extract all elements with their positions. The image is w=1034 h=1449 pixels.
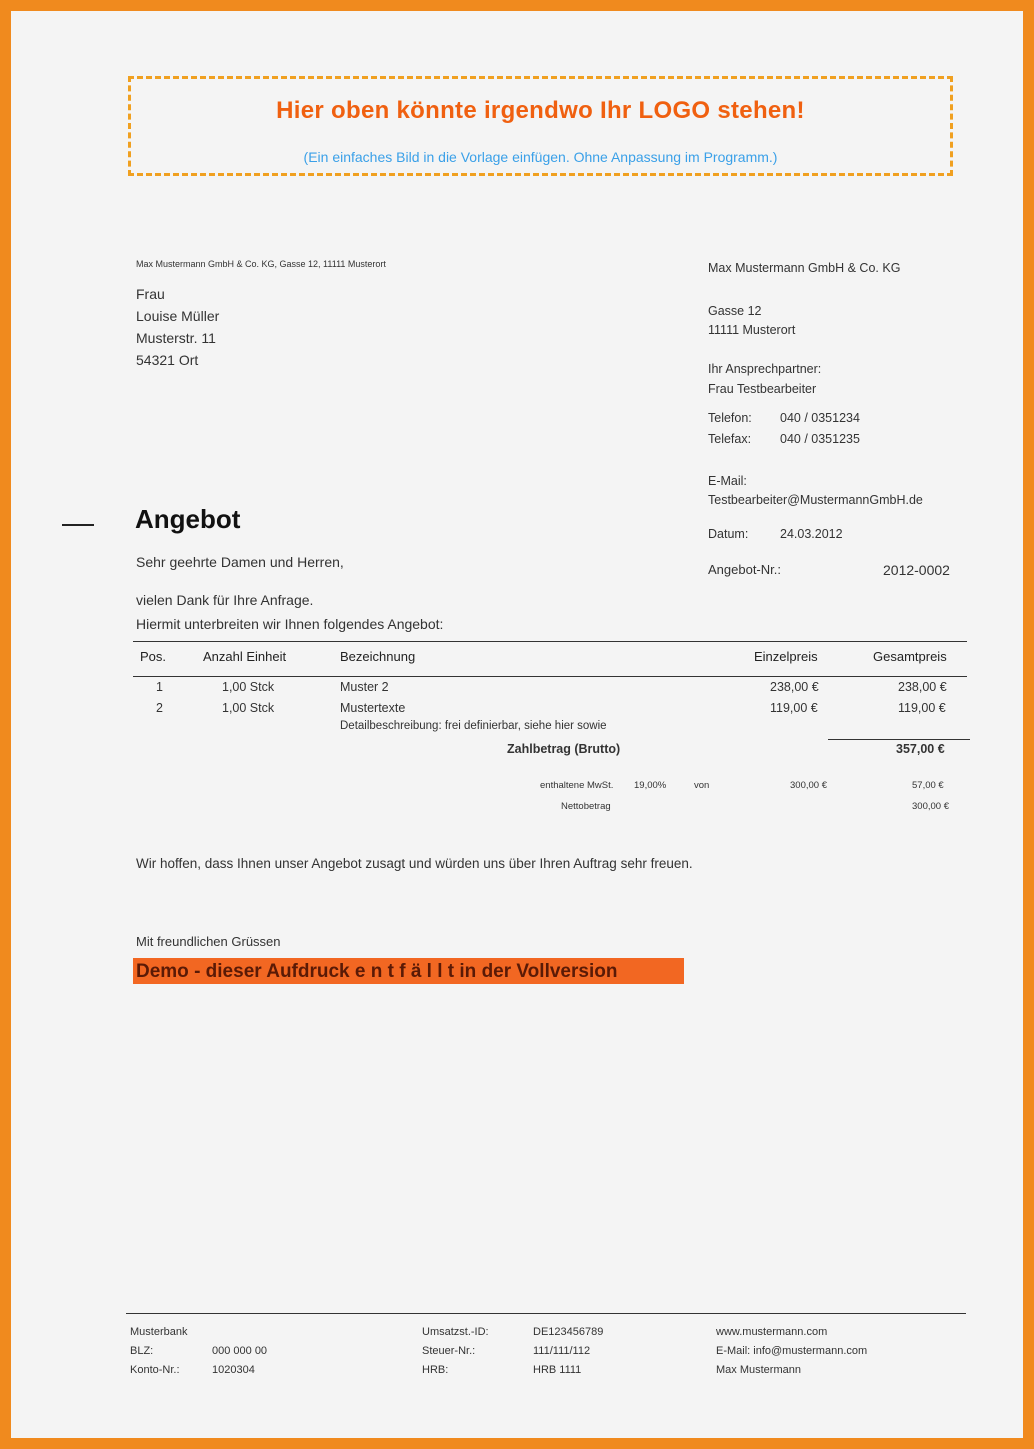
logo-placeholder [128, 76, 953, 176]
footer-tax: 111/111/112 [533, 1345, 591, 1357]
footer-blz: 000 000 00 [212, 1345, 268, 1357]
footer-tax-label: Steuer-Nr.: [422, 1345, 476, 1357]
thanks-line: vielen Dank für Ihre Anfrage. [136, 592, 314, 608]
fax-value: 040 / 0351235 [780, 432, 860, 446]
date-value: 24.03.2012 [780, 527, 843, 541]
subtotal-rule [828, 739, 970, 740]
footer-blz-label: BLZ: [130, 1345, 154, 1357]
company-name: Max Mustermann GmbH & Co. KG [708, 261, 901, 275]
footer-vat: DE123456789 [533, 1326, 604, 1338]
table-row-1-total: 238,00 € [898, 680, 947, 694]
logo-headline: Hier oben könnte irgendwo Ihr LOGO stehen! [276, 97, 805, 124]
table-row-2-total: 119,00 € [898, 701, 946, 715]
table-header-rule [133, 676, 967, 677]
net-amount: 300,00 € [912, 801, 949, 812]
fax-label: Telefax: [708, 432, 752, 446]
sender-line: Max Mustermann GmbH & Co. KG, Gasse 12, 11111 Musterort [136, 259, 386, 269]
table-row-2-pos: 2 [156, 701, 163, 715]
document-title: Angebot [135, 504, 241, 534]
greeting: Sehr geehrte Damen und Herren, [136, 554, 344, 570]
table-row-2-detail: Detailbeschreibung: frei definierbar, siehe hier sowie [340, 720, 607, 732]
table-row-1-unit-price: 238,00 € [770, 680, 819, 694]
recipient-city: 54321 Ort [136, 352, 199, 368]
tax-rate: 19,00% [634, 780, 667, 791]
phone-label: Telefon: [708, 411, 752, 425]
offer-no-label: Angebot-Nr.: [708, 562, 781, 577]
fold-mark [62, 524, 94, 526]
subtotal-value: 357,00 € [896, 742, 945, 756]
col-header-unit-price: Einzelpreis [754, 649, 818, 664]
footer-rule [126, 1313, 966, 1314]
col-header-pos: Pos. [140, 649, 167, 664]
table-row-2-desc: Mustertexte [340, 701, 406, 715]
table-row-2-unit-price: 119,00 € [770, 701, 818, 715]
company-city: 11111 Musterort [708, 323, 796, 337]
table-row-1-pos: 1 [156, 680, 163, 694]
recipient-name: Louise Müller [136, 308, 220, 324]
footer-bank: Musterbank [130, 1326, 188, 1338]
date-label: Datum: [708, 527, 749, 541]
email-label: E-Mail: [708, 474, 747, 488]
footer-ceo: Max Mustermann [716, 1364, 801, 1376]
table-row-1-qty: 1,00 Stck [222, 680, 275, 694]
net-label: Nettobetrag [561, 801, 611, 812]
footer-account: 1020304 [212, 1364, 255, 1376]
demo-notice-text: Demo - dieser Aufdruck e n t f ä l l t in der Vollversion [136, 961, 618, 982]
tax-of: von [694, 780, 710, 791]
footer-hrb: HRB 1111 [533, 1364, 582, 1376]
company-street: Gasse 12 [708, 304, 762, 318]
contact-name: Frau Testbearbeiter [708, 382, 817, 396]
phone-value: 040 / 0351234 [780, 411, 860, 425]
tax-amount: 57,00 € [912, 780, 944, 791]
email-value: Testbearbeiter@MustermannGmbH.de [708, 493, 923, 507]
footer-email: E-Mail: info@mustermann.com [716, 1345, 868, 1357]
tax-label: enthaltene MwSt. [540, 780, 614, 791]
footer-account-label: Konto-Nr.: [130, 1364, 180, 1376]
table-top-rule [133, 641, 967, 642]
intro-line: Hiermit unterbreiten wir Ihnen folgendes Angebot: [136, 616, 444, 632]
table-row-1-desc: Muster 2 [340, 680, 389, 694]
col-header-total: Gesamtpreis [873, 649, 947, 664]
col-header-desc: Bezeichnung [340, 649, 416, 664]
footer-hrb-label: HRB: [422, 1364, 449, 1376]
closing-text: Wir hoffen, dass Ihnen unser Angebot zusagt und würden uns über Ihren Auftrag sehr freuen. [136, 856, 693, 871]
footer-website: www.mustermann.com [716, 1326, 828, 1338]
offer-no-value: 2012-0002 [883, 562, 950, 578]
footer-vat-label: Umsatzst.-ID: [422, 1326, 489, 1338]
logo-subline: (Ein einfaches Bild in die Vorlage einfügen. Ohne Anpassung im Programm.) [303, 149, 778, 165]
contact-label: Ihr Ansprechpartner: [708, 362, 822, 376]
table-row-2-qty: 1,00 Stck [222, 701, 275, 715]
tax-base: 300,00 € [790, 780, 827, 791]
recipient-street: Musterstr. 11 [136, 330, 216, 346]
col-header-qty: Anzahl Einheit [203, 649, 287, 664]
recipient-salutation: Frau [136, 286, 165, 302]
regards: Mit freundlichen Grüssen [136, 934, 281, 949]
subtotal-label: Zahlbetrag (Brutto) [507, 742, 621, 756]
